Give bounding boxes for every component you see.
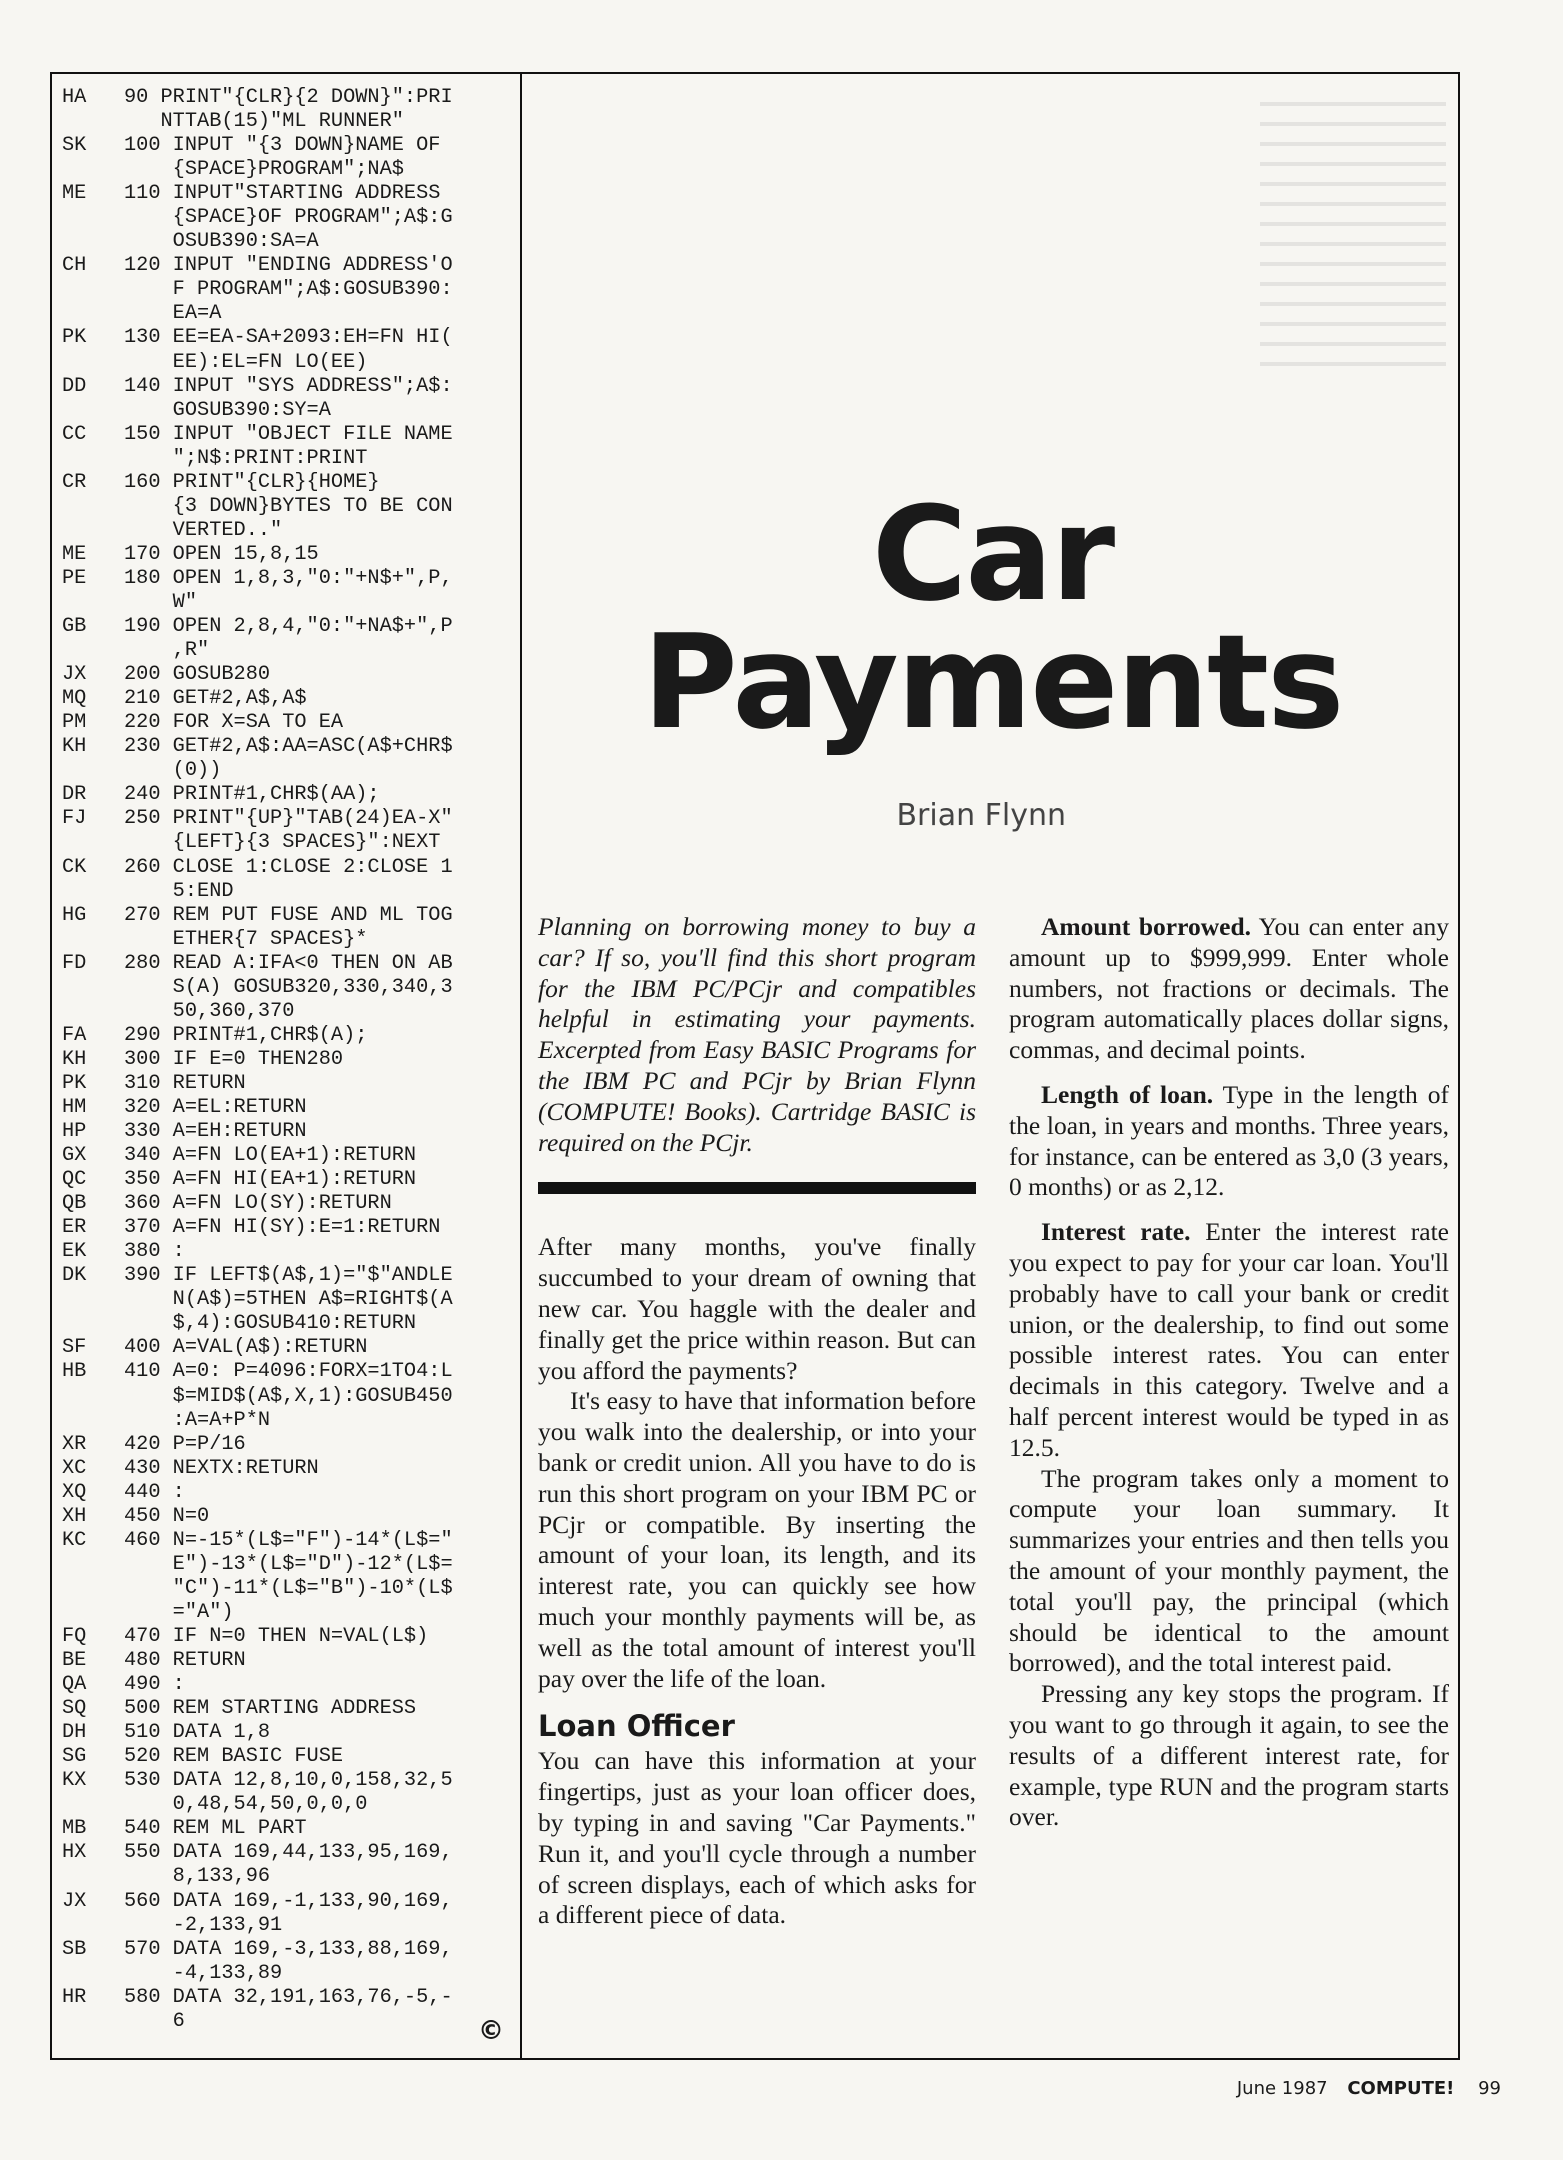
listing-line bbox=[62, 1625, 502, 1649]
checksum-code: ME bbox=[62, 542, 87, 566]
statement-line: 340 A=FN LO(EA+1):RETURN bbox=[124, 1144, 417, 1168]
listing-line bbox=[62, 1120, 502, 1144]
checksum-code: HB bbox=[62, 1360, 87, 1384]
checksum-code: SQ bbox=[62, 1697, 87, 1721]
intro-rule bbox=[538, 1182, 976, 1194]
statement-line: 470 IF N=0 THEN N=VAL(L$) bbox=[124, 1625, 429, 1648]
listing-line bbox=[62, 1649, 502, 1673]
statement-line: 320 A=EL:RETURN bbox=[124, 1095, 307, 1119]
checksum-code: PM bbox=[62, 711, 87, 735]
body-paragraph: The program takes only a moment to compute your loan summary. It summarizes your entries and then tells you the amount of your monthly payment, the total you'll pay, the principal (which should be identical to the amount borrowed), and the total interest paid. bbox=[1009, 1463, 1449, 1678]
listing-line bbox=[62, 1745, 502, 1769]
column-divider bbox=[520, 72, 522, 2060]
length-paragraph bbox=[1009, 1080, 1449, 1203]
article-column-1 bbox=[538, 912, 976, 1931]
basic-statement bbox=[124, 783, 502, 807]
statement-line: 210 GET#2,A$,A$ bbox=[124, 687, 307, 711]
basic-statement bbox=[124, 1264, 502, 1336]
basic-statement bbox=[124, 1817, 502, 1841]
listing-line bbox=[62, 1024, 502, 1048]
basic-statement bbox=[124, 471, 502, 543]
listing-line bbox=[62, 423, 502, 471]
statement-line: 160 PRINT"{CLR}{HOME} bbox=[124, 470, 380, 494]
statement-line: 380 : bbox=[124, 1240, 185, 1264]
listing-line bbox=[62, 904, 502, 952]
basic-statement bbox=[124, 1096, 502, 1120]
statement-line: 240 PRINT#1,CHR$(AA); bbox=[124, 783, 380, 807]
statement-line: 430 NEXTX:RETURN bbox=[124, 1456, 319, 1480]
basic-statement bbox=[124, 423, 502, 471]
checksum-code: ER bbox=[62, 1216, 87, 1240]
statement-line: 110 INPUT"STARTING ADDRESS bbox=[124, 182, 441, 206]
checksum-code: EK bbox=[62, 1240, 87, 1264]
listing-line bbox=[62, 254, 502, 326]
statement-line: 8,133,96 bbox=[124, 1865, 271, 1889]
article-column-2 bbox=[1009, 912, 1449, 1833]
listing-line bbox=[62, 1433, 502, 1457]
statement-line: 580 DATA 32,191,163,76,-5,- bbox=[124, 1985, 453, 2009]
statement-line: 300 IF E=0 THEN280 bbox=[124, 1047, 344, 1071]
basic-statement bbox=[124, 326, 502, 374]
checksum-code: JX bbox=[62, 663, 87, 687]
basic-statement bbox=[124, 375, 502, 423]
listing-line bbox=[62, 1481, 502, 1505]
statement-line: 440 : bbox=[124, 1480, 185, 1504]
listing-line bbox=[62, 1769, 502, 1817]
basic-statement bbox=[124, 1216, 502, 1240]
listing-line bbox=[62, 567, 502, 615]
checksum-code: PK bbox=[62, 326, 87, 350]
intro-paragraph: Planning on borrowing money to buy a car? If so, you'll find this short program for the IBM PC/PCjr and compatibles helpful in estimating your payments. Excerpted from Easy BASIC Programs for the IBM PC and PCjr by Brian Flynn (COMPUTE! Books). Cartridge BASIC is required on the PCjr. bbox=[538, 912, 976, 1157]
basic-statement bbox=[124, 1433, 502, 1457]
statement-line: F PROGRAM";A$:GOSUB390: bbox=[124, 278, 453, 302]
checksum-code: HX bbox=[62, 1841, 87, 1865]
basic-statement bbox=[124, 86, 502, 134]
statement-line: 5:END bbox=[124, 879, 234, 903]
checksum-code: HM bbox=[62, 1095, 87, 1119]
checksum-code: CH bbox=[62, 254, 87, 278]
checksum-code: CR bbox=[62, 470, 87, 494]
checksum-code: HA bbox=[62, 86, 87, 109]
listing-line bbox=[62, 615, 502, 663]
issue-date: June 1987 bbox=[1236, 2078, 1328, 2099]
statement-line: 260 CLOSE 1:CLOSE 2:CLOSE 1 bbox=[124, 855, 453, 879]
basic-statement bbox=[124, 1457, 502, 1481]
checksum-code: MB bbox=[62, 1817, 87, 1841]
checksum-code: XQ bbox=[62, 1480, 87, 1504]
basic-statement bbox=[124, 182, 502, 254]
checksum-code: XR bbox=[62, 1432, 87, 1456]
checksum-code: PE bbox=[62, 566, 87, 590]
listing-line bbox=[62, 687, 502, 711]
statement-line: 540 REM ML PART bbox=[124, 1817, 307, 1841]
amount-text: You can enter any amount up to $999,999. Enter whole numbers, not fractions or decimals. The program automatically places dollar signs, commas, and decimal points. bbox=[1009, 912, 1449, 1065]
checksum-code: ME bbox=[62, 182, 87, 206]
interest-lead: Interest rate. bbox=[1041, 1217, 1191, 1247]
listing-line bbox=[62, 1144, 502, 1168]
basic-statement bbox=[124, 1505, 502, 1529]
listing-line bbox=[62, 1192, 502, 1216]
statement-line: 310 RETURN bbox=[124, 1071, 246, 1095]
listing-line bbox=[62, 952, 502, 1024]
listing-line bbox=[62, 1457, 502, 1481]
statement-line: 190 OPEN 2,8,4,"0:"+NA$+",P bbox=[124, 615, 453, 639]
statement-line: EA=A bbox=[124, 302, 222, 326]
checksum-code: XC bbox=[62, 1456, 87, 1480]
listing-line bbox=[62, 1890, 502, 1938]
statement-line: 0,48,54,50,0,0,0 bbox=[124, 1793, 368, 1817]
basic-statement bbox=[124, 1144, 502, 1168]
statement-line: ";N$:PRINT:PRINT bbox=[124, 446, 368, 470]
statement-line: 550 DATA 169,44,133,95,169, bbox=[124, 1841, 453, 1865]
listing-line bbox=[62, 1096, 502, 1120]
basic-statement bbox=[124, 1024, 502, 1048]
statement-line: 50,360,370 bbox=[124, 999, 295, 1023]
basic-statement bbox=[124, 1072, 502, 1096]
listing-line bbox=[62, 856, 502, 904]
listing-line bbox=[62, 1360, 502, 1432]
body-paragraph: Pressing any key stops the program. If you want to go through it again, to see the results of a different interest rate, for example, type RUN and the program starts over. bbox=[1009, 1679, 1449, 1832]
checksum-code: FQ bbox=[62, 1625, 87, 1648]
checksum-code: PK bbox=[62, 1071, 87, 1095]
article-title bbox=[540, 478, 1445, 758]
basic-statement bbox=[124, 134, 502, 182]
checksum-code: DD bbox=[62, 374, 87, 398]
checksum-code: QB bbox=[62, 1192, 87, 1216]
checksum-code: SF bbox=[62, 1336, 87, 1360]
listing-line bbox=[62, 663, 502, 687]
listing-line bbox=[62, 1938, 502, 1986]
statement-line: 510 DATA 1,8 bbox=[124, 1721, 271, 1745]
listing-line bbox=[62, 1048, 502, 1072]
statement-line: 290 PRINT#1,CHR$(A); bbox=[124, 1023, 368, 1047]
statement-line: $=MID$(A$,X,1):GOSUB450 bbox=[124, 1384, 453, 1408]
listing-line bbox=[62, 1721, 502, 1745]
listing-line bbox=[62, 735, 502, 783]
listing-line bbox=[62, 1336, 502, 1360]
program-listing bbox=[62, 86, 502, 2034]
listing-line bbox=[62, 326, 502, 374]
statement-line: 230 GET#2,A$:AA=ASC(A$+CHR$ bbox=[124, 735, 453, 759]
basic-statement bbox=[124, 1721, 502, 1745]
basic-statement bbox=[124, 1481, 502, 1505]
checksum-code: SB bbox=[62, 1937, 87, 1961]
basic-statement bbox=[124, 1168, 502, 1192]
basic-statement bbox=[124, 711, 502, 735]
basic-statement bbox=[124, 1986, 502, 2034]
statement-line: 130 EE=EA-SA+2093:EH=FN HI( bbox=[124, 326, 453, 350]
statement-line: {SPACE}OF PROGRAM";A$:G bbox=[124, 206, 453, 230]
end-mark: © bbox=[478, 2016, 504, 2046]
checksum-code: GX bbox=[62, 1144, 87, 1168]
checksum-code: CC bbox=[62, 422, 87, 446]
statement-line: GOSUB390:SY=A bbox=[124, 398, 331, 422]
statement-line: 150 INPUT "OBJECT FILE NAME bbox=[124, 422, 453, 446]
basic-statement bbox=[124, 254, 502, 326]
listing-line bbox=[62, 1264, 502, 1336]
statement-line: $,4):GOSUB410:RETURN bbox=[124, 1312, 417, 1336]
basic-statement bbox=[124, 1890, 502, 1938]
listing-line bbox=[62, 182, 502, 254]
listing-line bbox=[62, 1986, 502, 2034]
statement-line: 120 INPUT "ENDING ADDRESS'O bbox=[124, 254, 453, 278]
checksum-code: HP bbox=[62, 1120, 87, 1144]
checksum-code: FJ bbox=[62, 807, 87, 831]
basic-statement bbox=[124, 1120, 502, 1144]
basic-statement bbox=[124, 856, 502, 904]
page-number: 99 bbox=[1478, 2078, 1501, 2099]
statement-line: NTTAB(15)"ML RUNNER" bbox=[124, 110, 404, 134]
body-paragraph: You can have this information at your fingertips, just as your loan officer does, by typing in and saving "Car Payments." Run it, and you'll cycle through a number of screen displays, each of which asks for a different piece of data. bbox=[538, 1746, 976, 1930]
statement-line: 280 READ A:IFA<0 THEN ON AB bbox=[124, 951, 453, 975]
statement-line: 420 P=P/16 bbox=[124, 1432, 246, 1456]
amount-paragraph bbox=[1009, 912, 1449, 1066]
checksum-code: KC bbox=[62, 1528, 87, 1552]
basic-statement bbox=[124, 1769, 502, 1817]
statement-line: 140 INPUT "SYS ADDRESS";A$: bbox=[124, 374, 453, 398]
listing-line bbox=[62, 134, 502, 182]
statement-line: {3 DOWN}BYTES TO BE CON bbox=[124, 494, 453, 518]
basic-statement bbox=[124, 807, 502, 855]
basic-statement bbox=[124, 1625, 502, 1649]
basic-statement bbox=[124, 543, 502, 567]
statement-line: W" bbox=[124, 590, 198, 614]
basic-statement bbox=[124, 1240, 502, 1264]
listing-line bbox=[62, 1697, 502, 1721]
byline: Brian Flynn bbox=[896, 798, 1066, 833]
statement-line: 370 A=FN HI(SY):E=1:RETURN bbox=[124, 1216, 441, 1240]
subhead: Loan Officer bbox=[538, 1709, 735, 1744]
checksum-code: DR bbox=[62, 783, 87, 807]
statement-line: 390 IF LEFT$(A$,1)="$"ANDLE bbox=[124, 1264, 453, 1288]
statement-line: 460 N=-15*(L$="F")-14*(L$=" bbox=[124, 1528, 453, 1552]
statement-line: -4,133,89 bbox=[124, 1961, 283, 1985]
listing-line bbox=[62, 1817, 502, 1841]
statement-line: {LEFT}{3 SPACES}":NEXT bbox=[124, 831, 441, 855]
checksum-code: GB bbox=[62, 615, 87, 639]
statement-line: 360 A=FN LO(SY):RETURN bbox=[124, 1192, 392, 1216]
listing-line bbox=[62, 1505, 502, 1529]
basic-statement bbox=[124, 1048, 502, 1072]
checksum-code: QC bbox=[62, 1168, 87, 1192]
statement-line: 570 DATA 169,-3,133,88,169, bbox=[124, 1937, 453, 1961]
statement-line: 530 DATA 12,8,10,0,158,32,5 bbox=[124, 1769, 453, 1793]
listing-line bbox=[62, 1673, 502, 1697]
amount-lead: Amount borrowed. bbox=[1041, 912, 1252, 941]
statement-line: 450 N=0 bbox=[124, 1504, 210, 1528]
basic-statement bbox=[124, 1841, 502, 1889]
interest-paragraph bbox=[1009, 1217, 1449, 1463]
checksum-code: DH bbox=[62, 1721, 87, 1745]
checksum-code: MQ bbox=[62, 687, 87, 711]
basic-statement bbox=[124, 1360, 502, 1432]
listing-line bbox=[62, 543, 502, 567]
statement-line: 6 bbox=[124, 2009, 185, 2033]
basic-statement bbox=[124, 687, 502, 711]
statement-line: -2,133,91 bbox=[124, 1913, 283, 1937]
statement-line: 480 RETURN bbox=[124, 1649, 246, 1673]
body-paragraph: It's easy to have that information before you walk into the dealership, or into your bank or credit union. All you have to do is run this short program on your IBM PC or PCjr or compatible. By inserting the amount of your loan, its length, and its interest rate, you can quickly see how much your monthly payments will be, as well as the total amount of interest you'll pay over the life of the loan. bbox=[538, 1386, 976, 1693]
statement-line: 200 GOSUB280 bbox=[124, 663, 271, 687]
checksum-code: BE bbox=[62, 1649, 87, 1673]
checksum-code: KH bbox=[62, 735, 87, 759]
basic-statement bbox=[124, 1673, 502, 1697]
listing-line bbox=[62, 711, 502, 735]
magazine-name: COMPUTE! bbox=[1347, 2078, 1455, 2099]
basic-statement bbox=[124, 1336, 502, 1360]
listing-line bbox=[62, 783, 502, 807]
basic-statement bbox=[124, 735, 502, 783]
page-footer bbox=[1237, 2078, 1501, 2099]
listing-line bbox=[62, 1841, 502, 1889]
title-line-1: Car bbox=[871, 478, 1114, 630]
body-paragraph: After many months, you've finally succumbed to your dream of owning that new car. You haggle with the dealer and finally get the price within reason. But can you afford the payments? bbox=[538, 1232, 976, 1385]
interest-text: Enter the interest rate you expect to pay for your car loan. You'll probably have to call your bank or credit union, or the dealership, to find out some possible interest rates. You can enter decimals in this category. Twelve and a half percent interest would be typed in as 12.5. bbox=[1009, 1217, 1449, 1462]
checksum-code: KH bbox=[62, 1047, 87, 1071]
listing-line bbox=[62, 807, 502, 855]
statement-line: (0)) bbox=[124, 759, 222, 783]
statement-line: {SPACE}PROGRAM";NA$ bbox=[124, 158, 404, 182]
basic-statement bbox=[124, 1529, 502, 1625]
statement-line: 90 PRINT"{CLR}{2 DOWN}":PRI bbox=[124, 86, 453, 109]
basic-statement bbox=[124, 567, 502, 615]
statement-line: ETHER{7 SPACES}* bbox=[124, 927, 368, 951]
length-lead: Length of loan. bbox=[1041, 1079, 1214, 1109]
statement-line: 100 INPUT "{3 DOWN}NAME OF bbox=[124, 134, 441, 158]
listing-line bbox=[62, 1216, 502, 1240]
statement-line: "C")-11*(L$="B")-10*(L$ bbox=[124, 1576, 453, 1600]
statement-line: ="A") bbox=[124, 1600, 234, 1624]
statement-line: VERTED.." bbox=[124, 518, 283, 542]
listing-line bbox=[62, 1168, 502, 1192]
basic-statement bbox=[124, 1192, 502, 1216]
checksum-code: XH bbox=[62, 1504, 87, 1528]
statement-line: 170 OPEN 15,8,15 bbox=[124, 542, 319, 566]
checksum-code: SG bbox=[62, 1745, 87, 1769]
basic-statement bbox=[124, 1697, 502, 1721]
listing-line bbox=[62, 86, 502, 134]
statement-line: EE):EL=FN LO(EE) bbox=[124, 350, 368, 374]
checksum-code: QA bbox=[62, 1673, 87, 1697]
checksum-code: JX bbox=[62, 1889, 87, 1913]
statement-line: 250 PRINT"{UP}"TAB(24)EA-X" bbox=[124, 807, 453, 831]
statement-line: E")-13*(L$="D")-12*(L$= bbox=[124, 1552, 453, 1576]
listing-line bbox=[62, 1529, 502, 1625]
statement-line: N(A$)=5THEN A$=RIGHT$(A bbox=[124, 1288, 453, 1312]
statement-line: :A=A+P*N bbox=[124, 1408, 271, 1432]
checksum-code: HR bbox=[62, 1985, 87, 2009]
checksum-code: KX bbox=[62, 1769, 87, 1793]
checksum-code: DK bbox=[62, 1264, 87, 1288]
statement-line: 330 A=EH:RETURN bbox=[124, 1120, 307, 1144]
statement-line: 270 REM PUT FUSE AND ML TOG bbox=[124, 903, 453, 927]
listing-line bbox=[62, 471, 502, 543]
basic-statement bbox=[124, 1745, 502, 1769]
basic-statement bbox=[124, 615, 502, 663]
statement-line: 490 : bbox=[124, 1673, 185, 1697]
basic-statement bbox=[124, 1938, 502, 1986]
listing-line bbox=[62, 1072, 502, 1096]
checksum-code: SK bbox=[62, 134, 87, 158]
checksum-code: CK bbox=[62, 855, 87, 879]
statement-line: 560 DATA 169,-1,133,90,169, bbox=[124, 1889, 453, 1913]
statement-line: 350 A=FN HI(EA+1):RETURN bbox=[124, 1168, 417, 1192]
statement-line: S(A) GOSUB320,330,340,3 bbox=[124, 975, 453, 999]
statement-line: 410 A=0: P=4096:FORX=1TO4:L bbox=[124, 1360, 453, 1384]
checksum-code: FD bbox=[62, 951, 87, 975]
basic-statement bbox=[124, 952, 502, 1024]
statement-line: 520 REM BASIC FUSE bbox=[124, 1745, 344, 1769]
listing-line bbox=[62, 1240, 502, 1264]
title-line-2: Payments bbox=[642, 606, 1343, 758]
statement-line: 500 REM STARTING ADDRESS bbox=[124, 1697, 417, 1721]
listing-line bbox=[62, 375, 502, 423]
statement-line: 400 A=VAL(A$):RETURN bbox=[124, 1336, 368, 1360]
statement-line: ,R" bbox=[124, 639, 210, 663]
length-text: Type in the length of the loan, in years and months. Three years, for instance, can be entered as 3,0 (3 years, 0 months) or as 2,12. bbox=[1009, 1079, 1449, 1202]
checksum-code: FA bbox=[62, 1023, 87, 1047]
checksum-code: HG bbox=[62, 903, 87, 927]
statement-line: 180 OPEN 1,8,3,"0:"+N$+",P, bbox=[124, 566, 453, 590]
statement-line: OSUB390:SA=A bbox=[124, 230, 319, 254]
statement-line: 220 FOR X=SA TO EA bbox=[124, 711, 344, 735]
basic-statement bbox=[124, 1649, 502, 1673]
basic-statement bbox=[124, 663, 502, 687]
basic-statement bbox=[124, 904, 502, 952]
